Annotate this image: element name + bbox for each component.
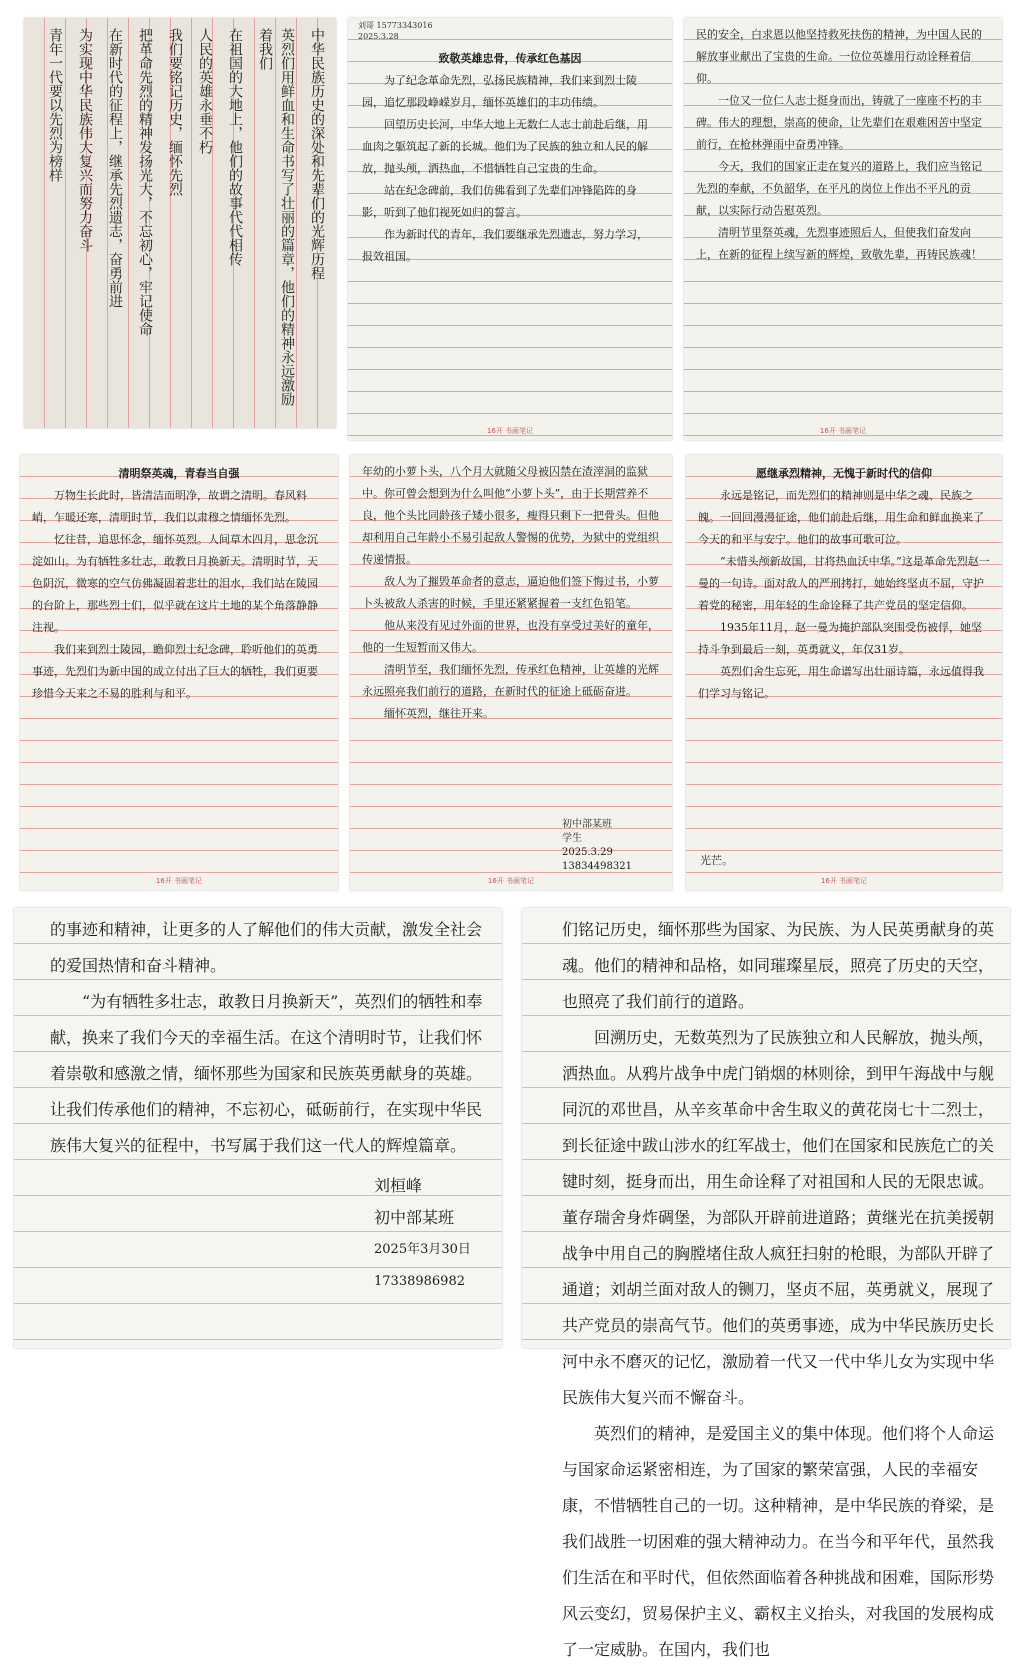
page-footer: 16开 书画笔记 bbox=[155, 877, 203, 885]
column-text: 英烈们用鲜血和生命书写了壮丽的篇章，他们的精神永远激励着我们 bbox=[257, 28, 295, 406]
paragraph: 清明节里祭英魂，先烈事迹照后人，但使我们奋发向上，在新的征程上续写新的辉煌，致敬先辈，再铸民族魂！ bbox=[696, 226, 982, 261]
signature-phone: 17338986982 bbox=[374, 1274, 465, 1289]
paragraph: “未惜头颅新故国，甘将热血沃中华。”这是革命先烈赵一曼的一句诗。面对敌人的严刑拷打，她始终坚贞不屈，守护着党的秘密，用年轻的生命诠释了共产党员的坚定信仰。 bbox=[698, 555, 990, 612]
photo-1 bbox=[24, 18, 336, 428]
paragraph: 回溯历史，无数英烈为了民族独立和人民解放，抛头颅，洒热血。从鸦片战争中虎门销烟的林则徐，到甲午海战中与舰同沉的邓世昌，从辛亥革命中舍生取义的黄花岗七十二烈士，到长征途中跋山涉水的红军战士，他们在国家和民族危亡的关键时刻，挺身而出，用生命诠释了对祖国和人民的无限忠诚。董存瑞舍身炸碉堡，为部队开辟前进道路；黄继光在抗美援朝战争中用自己的胸膛堵住敌人疯狂扫射的枪眼，为部队开辟了通道；刘胡兰面对敌人的铡刀，坚贞不屈，英勇就义，展现了共产党员的崇高气节。他们的英勇事迹，成为中华民族历史长河中永不磨灭的记忆，激励着一代又一代中华儿女为实现中华民族伟大复兴而不懈奋斗。 bbox=[562, 1028, 995, 1407]
paragraph: “为有牺牲多壮志，敢教日月换新天”，英烈们的牺牲和奉献，换来了我们今天的幸福生活。在这个清明时节，让我们怀着崇敬和感激之情，缅怀那些为国家和民族英勇献身的英雄。让我们传承他们的精神，不忘初心，砥砺前行，在实现中华民族伟大复兴的征程中，书写属于我们这一代人的辉煌篇章。 bbox=[50, 992, 483, 1155]
signature-block bbox=[562, 818, 632, 874]
signature-class: 初中部某班 bbox=[562, 819, 612, 830]
phone-note: 刘哥 15773343016 bbox=[358, 21, 433, 30]
essay-title: 清明祭英魂，青春当自强 bbox=[118, 467, 240, 480]
column-text: 为实现中华民族伟大复兴而努力奋斗 bbox=[77, 28, 93, 252]
signature-class: 初中部某班 bbox=[374, 1208, 455, 1227]
paragraph: 忆往昔，追思怀念，缅怀英烈。人间草木四月，思念沉淀如山。为有牺牲多壮志，敢教日月换新天。清明时节，天色阴沉，微寒的空气仿佛凝固着悲壮的泪水，我们站在陵园的台阶上，那些烈士们，似乎就在这片土地的某个角落静静注视。 bbox=[32, 533, 318, 634]
paragraph: 一位又一位仁人志士挺身而出，铸就了一座座不朽的丰碑。伟大的理想，崇高的使命，让先辈们在艰难困苦中坚定前行，在枪林弹雨中奋勇冲锋。 bbox=[696, 94, 982, 151]
signature-name: 学生 bbox=[562, 833, 582, 844]
page-footer: 16开 书画笔记 bbox=[819, 427, 867, 435]
paragraph: 们铭记历史，缅怀那些为国家、为民族、为人民英勇献身的英魂。他们的精神和品格，如同璀璨星辰，照亮了历史的天空，也照亮了我们前行的道路。 bbox=[562, 920, 995, 1011]
photo-7 bbox=[14, 908, 502, 1348]
paragraph: 敌人为了摧毁革命者的意志，逼迫他们签下悔过书，小萝卜头被敌人杀害的时候，手里还紧紧握着一支红色铅笔。 bbox=[362, 575, 659, 610]
date-note: 2025.3.28 bbox=[358, 32, 399, 41]
photo-8 bbox=[522, 908, 1010, 1659]
paragraph: 他从来没有见过外面的世界，也没有享受过美好的童年，他的一生短暂而又伟大。 bbox=[362, 619, 659, 654]
paragraph: 英烈们的精神，是爱国主义的集中体现。他们将个人命运与国家命运紧密相连，为了国家的繁荣富强，人民的幸福安康，不惜牺牲自己的一切。这种精神，是中华民族的脊梁，是我们战胜一切困难的强大精神动力。在当今和平年代，虽然我们生活在和平时代，但依然面临着各种挑战和困难，国际形势风云变幻，贸易保护主义、霸权主义抬头，对我国的发展构成了一定威胁。在国内，我们也 bbox=[562, 1424, 995, 1659]
paragraph: 民的安全，白求恩以他坚持救死扶伤的精神，为中国人民的解放事业献出了宝贵的生命。一位位英雄用行动诠释着信仰。 bbox=[696, 28, 982, 85]
paragraph: 站在纪念碑前，我们仿佛看到了先辈们冲锋陷阵的身影，听到了他们视死如归的誓言。 bbox=[362, 184, 637, 219]
paragraph: 1935年11月，赵一曼为掩护部队突围受伤被俘，她坚持斗争到最后一刻，英勇就义，年仅31岁。 bbox=[698, 621, 982, 656]
paragraph: 缅怀英烈，继往开来。 bbox=[384, 707, 494, 720]
closing-word: 光芒。 bbox=[700, 854, 733, 867]
column-text: 把革命先烈的精神发扬光大，不忘初心，牢记使命 bbox=[137, 28, 153, 336]
paragraph: 我们来到烈士陵园，瞻仰烈士纪念碑，聆听他们的英勇事迹，先烈们为新中国的成立付出了巨大的牺牲，我们更要珍惜今天来之不易的胜利与和平。 bbox=[32, 643, 318, 700]
column-text: 人民的英雄永垂不朽 bbox=[197, 28, 213, 154]
column-text: 中华民族历史的深处和先辈们的光辉历程 bbox=[309, 28, 325, 280]
paragraph: 万物生长此时，皆清洁而明净，故谓之清明。春风料峭，乍暖还寒，清明时节，我们以肃穆之情缅怀先烈。 bbox=[32, 489, 307, 524]
page-footer: 16开 书画笔记 bbox=[486, 427, 534, 435]
photo-2 bbox=[348, 18, 672, 440]
page-footer: 16开 书画笔记 bbox=[487, 877, 535, 885]
page-footer: 16开 书画笔记 bbox=[820, 877, 868, 885]
photo-5 bbox=[350, 455, 672, 890]
column-text: 在祖国的大地上，他们的故事代代相传 bbox=[227, 28, 243, 266]
paragraph: 为了纪念革命先烈，弘扬民族精神，我们来到烈士陵园，追忆那段峥嵘岁月，缅怀英雄们的丰功伟绩。 bbox=[362, 74, 637, 109]
paragraph: 清明节至，我们缅怀先烈，传承红色精神，让英雄的光辉永远照亮我们前行的道路，在新时代的征途上砥砺奋进。 bbox=[362, 663, 659, 698]
signature-date: 2025年3月30日 bbox=[374, 1242, 471, 1257]
essay-title: 致敬英雄忠骨，传承红色基因 bbox=[438, 52, 582, 65]
paragraph: 永远是铭记，而先烈们的精神则是中华之魂、民族之魄。一回回漫漫征途，他们前赴后继，用生命和鲜血换来了今天的和平与安宁。他们的故事可歌可泣。 bbox=[698, 489, 984, 546]
paragraph: 年幼的小萝卜头，八个月大就随父母被囚禁在渣滓洞的监狱中。你可曾会想到为什么叫他“小萝卜头”，由于长期营养不良，他个头比同龄孩子矮小很多，瘦得只剩下一把骨头。但他却利用自己年龄小不易引起敌人警惕的优势，为狱中的党组织传递情报。 bbox=[362, 465, 659, 566]
photo-4 bbox=[20, 455, 338, 890]
column-text: 在新时代的征程上，继承先烈遗志，奋勇前进 bbox=[107, 28, 123, 308]
photo-3 bbox=[684, 18, 1002, 440]
paragraph: 作为新时代的青年，我们要继承先烈遗志，努力学习，报效祖国。 bbox=[362, 228, 648, 263]
paragraph: 回望历史长河，中华大地上无数仁人志士前赴后继，用血肉之躯筑起了新的长城。他们为了民族的独立和人民的解放，抛头颅，洒热血，不惜牺牲自己宝贵的生命。 bbox=[362, 118, 648, 175]
paragraph: 英烈们舍生忘死，用生命谱写出壮丽诗篇，永远值得我们学习与铭记。 bbox=[698, 665, 984, 700]
column-text: 我们要铭记历史，缅怀先烈 bbox=[167, 28, 183, 196]
photo-6 bbox=[686, 455, 1002, 890]
paragraph: 今天，我们的国家正走在复兴的道路上，我们应当铭记先烈的奉献，不负韶华，在平凡的岗位上作出不平凡的贡献，以实际行动告慰英烈。 bbox=[696, 160, 982, 217]
signature-date: 2025.3.29 bbox=[562, 847, 613, 858]
column-text: 青年一代要以先烈为榜样 bbox=[47, 28, 63, 182]
paragraph: 的事迹和精神，让更多的人了解他们的伟大贡献，激发全社会的爱国热情和奋斗精神。 bbox=[50, 920, 483, 975]
signature-phone: 13834498321 bbox=[562, 861, 632, 872]
essay-title: 愿继承烈精神，无愧于新时代的信仰 bbox=[756, 467, 932, 480]
signature-name: 刘桓峰 bbox=[374, 1176, 423, 1195]
signature-block bbox=[374, 1170, 471, 1298]
